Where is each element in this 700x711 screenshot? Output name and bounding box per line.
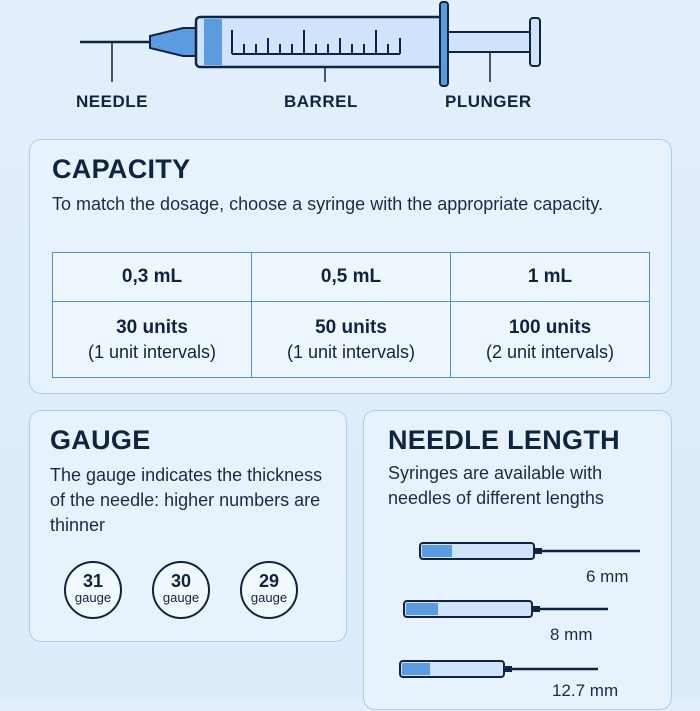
- capacity-units-cell: [53, 302, 252, 378]
- gauge-word: gauge: [250, 590, 288, 605]
- needle-length-description: Syringes are available with needles of different lengths: [388, 463, 604, 508]
- syringe-illustration: [0, 0, 700, 90]
- capacity-title: CAPACITY: [52, 154, 191, 184]
- gauge-number: 29: [258, 571, 280, 591]
- plunger-label: PLUNGER: [445, 92, 532, 111]
- needle-length-8mm: 8 mm: [550, 625, 593, 644]
- gauge-number: 31: [82, 571, 104, 591]
- capacity-volume-cell: 0,3 mL: [53, 253, 252, 302]
- needle-length-12-7mm: 12.7 mm: [552, 681, 619, 700]
- plunger-rod: [448, 32, 532, 52]
- gauge-word: gauge: [162, 590, 200, 605]
- needle-length-illustrations: [364, 531, 673, 711]
- capacity-volume-cell: 0,5 mL: [252, 253, 451, 302]
- syringe-barrel: [196, 17, 446, 67]
- gauge-card: [29, 410, 347, 642]
- interval-value: (2 unit intervals): [485, 341, 615, 362]
- interval-value: (1 unit intervals): [286, 341, 416, 362]
- capacity-table: [52, 252, 650, 378]
- interval-value: (1 unit intervals): [87, 341, 217, 362]
- syringe-flange: [440, 2, 448, 86]
- units-value: 50 units: [315, 316, 387, 338]
- gauge-title: GAUGE: [50, 425, 151, 455]
- barrel-label: BARREL: [284, 92, 358, 111]
- gauge-29-badge: [240, 561, 298, 619]
- needle-length-card: [363, 410, 672, 710]
- units-value: 100 units: [508, 316, 592, 338]
- needle-length-title: NEEDLE LENGTH: [388, 425, 620, 455]
- syringe-tip: [150, 28, 196, 56]
- needle-label: NEEDLE: [76, 92, 148, 111]
- plunger-thumb: [530, 18, 540, 66]
- syringe-6mm: [420, 543, 640, 559]
- syringe-12-7mm: [400, 661, 598, 677]
- needle-length-6mm: 6 mm: [586, 567, 629, 586]
- gauge-31-badge: [64, 561, 122, 619]
- capacity-description: To match the dosage, choose a syringe with the appropriate capacity.: [52, 194, 603, 214]
- syringe-stopper: [204, 19, 222, 65]
- capacity-units-cell: [252, 302, 451, 378]
- gauge-number: 30: [170, 571, 192, 591]
- gauge-description: The gauge indicates the thickness of the needle: higher numbers are thinner: [50, 465, 323, 535]
- gauge-30-badge: [152, 561, 210, 619]
- capacity-units-cell: [451, 302, 650, 378]
- capacity-volume-cell: 1 mL: [451, 253, 650, 302]
- gauge-word: gauge: [74, 590, 112, 605]
- capacity-card: [29, 139, 672, 394]
- syringe-8mm: [404, 601, 608, 617]
- units-value: 30 units: [116, 316, 188, 338]
